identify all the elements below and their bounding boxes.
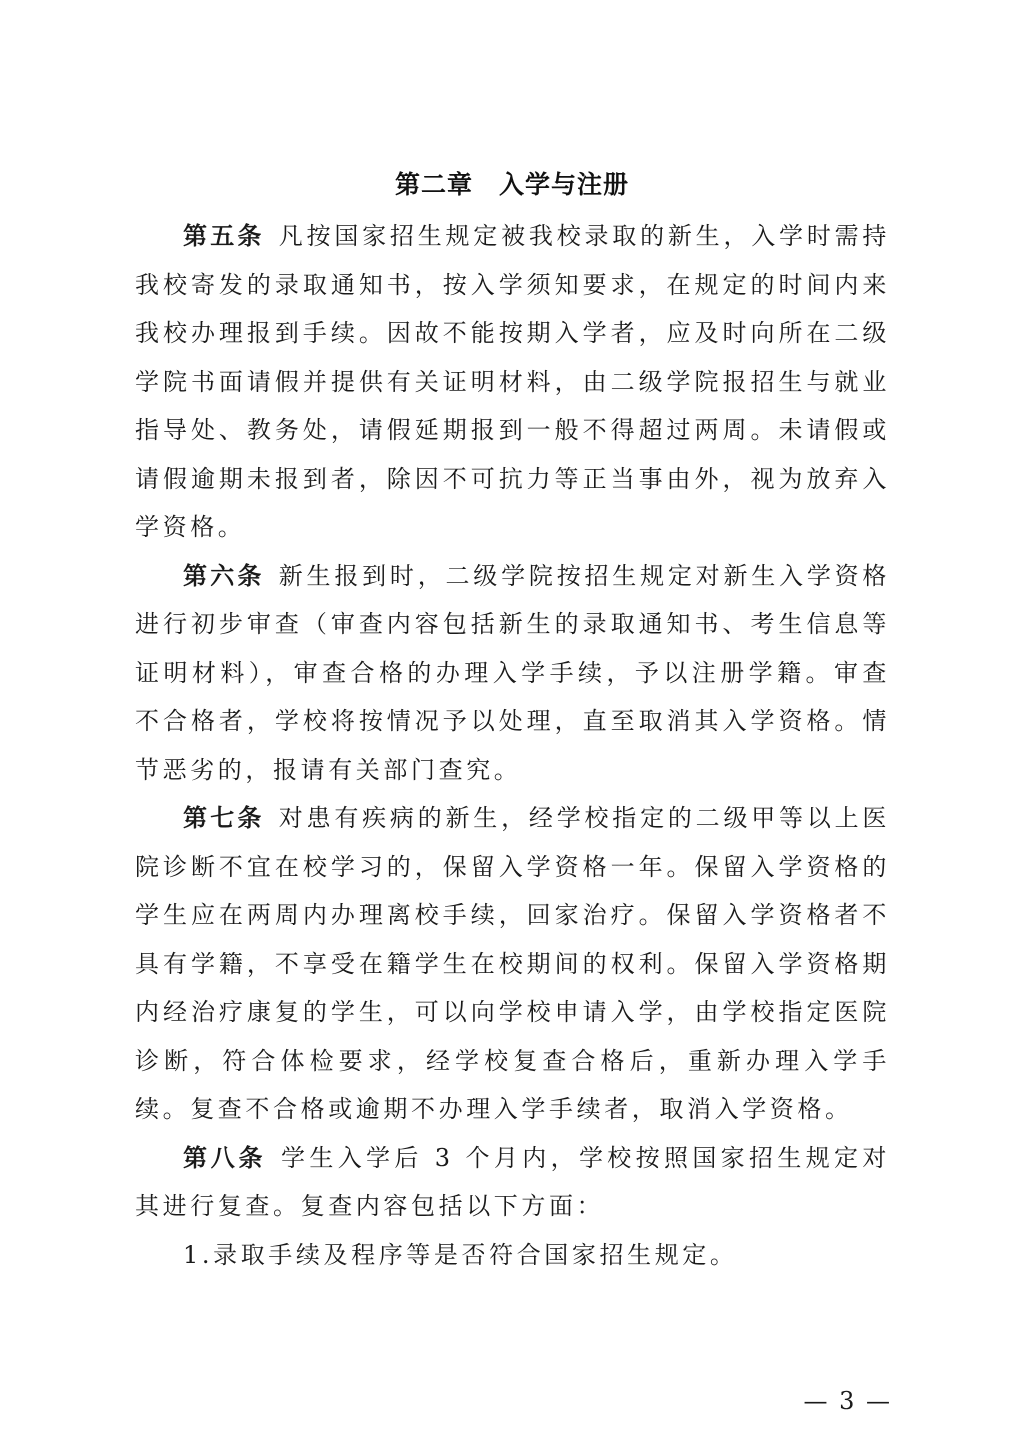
article-7-text: 对患有疾病的新生，经学校指定的二级甲等以上医院诊断不宜在校学习的，保留入学资格一年。保留入学资格的学生应在两周内办理离校手续，回家治疗。保留入学资格者不具有学籍，不享受在籍学生在校期间的权利。保留入学资格期内经治疗康复的学生，可以向学校申请入学，由学校指定医院诊断，符合体检要求，经学校复查合格后，重新办理入学手续。复查不合格或逾期不办理入学手续者，取消入学资格。 (135, 804, 890, 1123)
document-body (135, 212, 890, 1279)
chapter-title: 第二章 入学与注册 (394, 170, 629, 199)
article-7 (135, 794, 890, 1134)
article-8 (135, 1134, 890, 1231)
article-8-text: 学生入学后 3 个月内，学校按照国家招生规定对其进行复查。复查内容包括以下方面： (135, 1143, 891, 1220)
article-5 (135, 212, 890, 552)
article-5-label: 第五条 (183, 222, 265, 250)
article-8-label: 第八条 (183, 1143, 267, 1172)
page-number: — 3 — (803, 1387, 892, 1415)
article-5-text: 凡按国家招生规定被我校录取的新生，入学时需持我校寄发的录取通知书，按入学须知要求，在规定的时间内来我校办理报到手续。因故不能按期入学者，应及时向所在二级学院书面请假并提供有关证明材料，由二级学院报招生与就业指导处、教务处，请假延期报到一般不得超过两周。未请假或请假逾期未报到者，除因不可抗力等正当事由外，视为放弃入学资格。 (135, 222, 890, 541)
article-6-text: 新生报到时，二级学院按招生规定对新生入学资格进行初步审查（审查内容包括新生的录取通知书、考生信息等证明材料），审查合格的办理入学手续，予以注册学籍。审查不合格者，学校将按情况予以处理，直至取消其入学资格。情节恶劣的，报请有关部门查究。 (135, 561, 890, 784)
list-item: 1.录取手续及程序等是否符合国家招生规定。 (183, 1240, 738, 1269)
article-6 (135, 552, 890, 795)
article-6-label: 第六条 (183, 561, 265, 590)
article-7-label: 第七条 (183, 804, 265, 832)
